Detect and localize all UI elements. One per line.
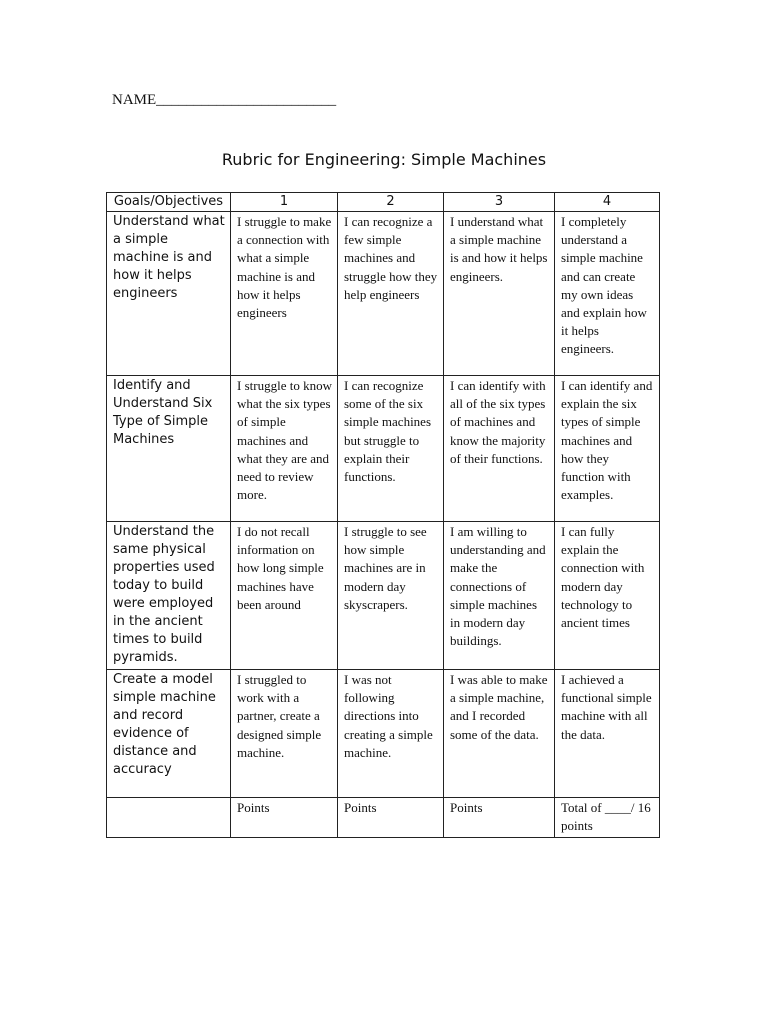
level-2-cell: I was not following directions into creating a simple machine. bbox=[338, 670, 444, 798]
table-row bbox=[107, 376, 660, 522]
level-3-cell: I was able to make a simple machine, and I recorded some of the data. bbox=[444, 670, 555, 798]
level-3-cell: I understand what a simple machine is and how it helps engineers. bbox=[444, 212, 555, 376]
rubric-table bbox=[106, 192, 660, 838]
level-4-cell: I can identify and explain the six types of simple machines and how they function with examples. bbox=[555, 376, 660, 522]
level-4-cell: I completely understand a simple machine and can create my own ideas and explain how it helps engineers. bbox=[555, 212, 660, 376]
level-2-cell: I can recognize some of the six simple machines but struggle to explain their functions. bbox=[338, 376, 444, 522]
points-row bbox=[107, 798, 660, 838]
header-level-3: 3 bbox=[444, 193, 555, 212]
level-1-cell: I struggle to make a connection with what a simple machine is and how it helps engineers bbox=[231, 212, 338, 376]
level-3-cell: I am willing to understanding and make the connections of simple machines in modern day buildings. bbox=[444, 522, 555, 670]
points-level-3: Points bbox=[444, 798, 555, 838]
header-level-1: 1 bbox=[231, 193, 338, 212]
goal-cell: Understand the same physical properties used today to build were employed in the ancient times to build pyramids. bbox=[107, 522, 231, 670]
table-row bbox=[107, 670, 660, 798]
header-goals-objectives: Goals/Objectives bbox=[107, 193, 231, 212]
level-2-cell: I can recognize a few simple machines and struggle how they help engineers bbox=[338, 212, 444, 376]
header-level-4: 4 bbox=[555, 193, 660, 212]
level-4-cell: I can fully explain the connection with modern day technology to ancient times bbox=[555, 522, 660, 670]
table-row bbox=[107, 522, 660, 670]
page-title: Rubric for Engineering: Simple Machines bbox=[221, 150, 547, 169]
level-1-cell: I struggle to know what the six types of simple machines and what they are and need to review more. bbox=[231, 376, 338, 522]
table-row bbox=[107, 212, 660, 376]
header-row bbox=[107, 193, 660, 212]
total-points: Total of ____/ 16 points bbox=[555, 798, 660, 838]
points-level-2: Points bbox=[338, 798, 444, 838]
level-3-cell: I can identify with all of the six types of machines and know the majority of their functions. bbox=[444, 376, 555, 522]
points-level-1: Points bbox=[231, 798, 338, 838]
level-1-cell: I struggled to work with a partner, create a designed simple machine. bbox=[231, 670, 338, 798]
level-2-cell: I struggle to see how simple machines are in modern day skyscrapers. bbox=[338, 522, 444, 670]
points-empty-cell bbox=[107, 798, 231, 838]
goal-cell: Understand what a simple machine is and how it helps engineers bbox=[107, 212, 231, 376]
level-4-cell: I achieved a functional simple machine with all the data. bbox=[555, 670, 660, 798]
header-level-2: 2 bbox=[338, 193, 444, 212]
name-field: NAME________________________ bbox=[112, 92, 337, 108]
level-1-cell: I do not recall information on how long simple machines have been around bbox=[231, 522, 338, 670]
goal-cell: Identify and Understand Six Type of Simple Machines bbox=[107, 376, 231, 522]
goal-cell: Create a model simple machine and record evidence of distance and accuracy bbox=[107, 670, 231, 798]
